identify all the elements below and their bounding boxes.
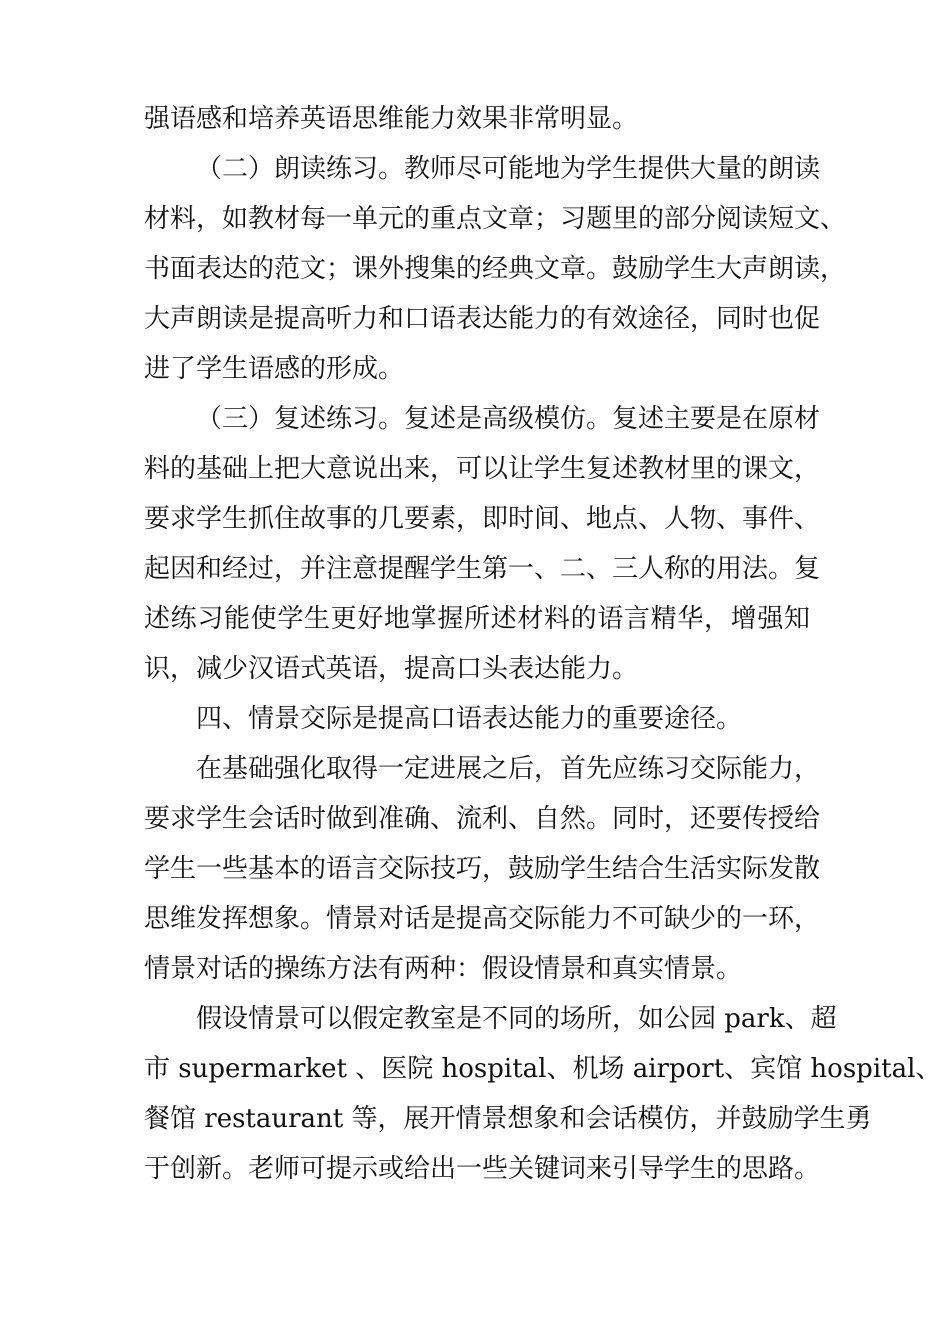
text-line: 餐馆 restaurant 等，展开情景想象和会话模仿，并鼓励学生勇	[144, 1104, 872, 1134]
text-line: 情景对话的操练方法有两种：假设情景和真实情景。	[144, 954, 743, 984]
paragraph-heading-line: （三）复述练习。复述是高级模仿。复述主要是在原材	[196, 404, 821, 434]
text-line: 识，减少汉语式英语，提高口头表达能力。	[144, 654, 639, 684]
text-line: 假设情景可以假定教室是不同的场所，如公园 park、超	[196, 1004, 837, 1034]
text-line: 进了学生语感的形成。	[144, 354, 405, 384]
section-heading: 四、情景交际是提高口语表达能力的重要途径。	[196, 704, 743, 734]
text-line: 于创新。老师可提示或给出一些关键词来引导学生的思路。	[144, 1154, 821, 1184]
text-line: 要求学生抓住故事的几要素，即时间、地点、人物、事件、	[144, 504, 821, 534]
text-line: 要求学生会话时做到准确、流利、自然。同时，还要传授给	[144, 804, 821, 834]
text-line: 思维发挥想象。情景对话是提高交际能力不可缺少的一环，	[144, 904, 821, 934]
text-line: 强语感和培养英语思维能力效果非常明显。	[144, 104, 639, 134]
paragraph-heading-line: （二）朗读练习。教师尽可能地为学生提供大量的朗读	[196, 154, 821, 184]
text-line: 书面表达的范文；课外搜集的经典文章。鼓励学生大声朗读，	[144, 254, 847, 284]
text-line: 市 supermarket 、医院 hospital、机场 airport、宾馆 hospital、	[144, 1054, 942, 1084]
text-line: 起因和经过，并注意提醒学生第一、二、三人称的用法。复	[144, 554, 821, 584]
text-line: 大声朗读是提高听力和口语表达能力的有效途径，同时也促	[144, 304, 821, 334]
text-line: 材料，如教材每一单元的重点文章；习题里的部分阅读短文、	[144, 204, 847, 234]
text-line: 述练习能使学生更好地掌握所述材料的语言精华，增强知	[144, 604, 810, 634]
text-line: 料的基础上把大意说出来，可以让学生复述教材里的课文，	[144, 454, 821, 484]
text-line: 学生一些基本的语言交际技巧，鼓励学生结合生活实际发散	[144, 854, 821, 884]
text-line: 在基础强化取得一定进展之后，首先应练习交际能力，	[196, 754, 821, 784]
